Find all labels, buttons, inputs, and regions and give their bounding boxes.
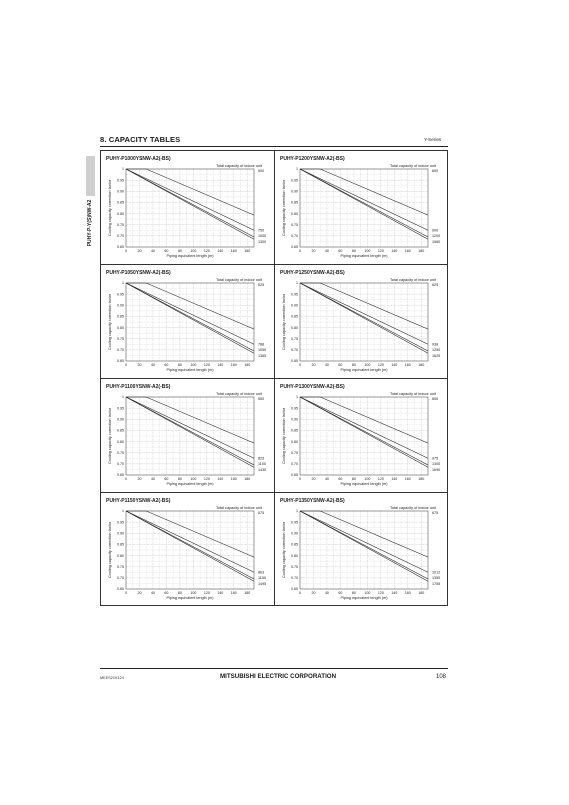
y-tick-label: 0.95 (117, 292, 124, 297)
y-tick-label: 0.70 (117, 234, 124, 239)
x-axis-label: Piping equivalent length (m) (166, 368, 214, 372)
y-tick-label: 0.80 (291, 553, 298, 558)
x-tick-label: 160 (404, 477, 411, 481)
series-label: 1300 (258, 239, 267, 244)
x-tick-label: 180 (244, 477, 251, 481)
y-tick-label: 1 (122, 167, 124, 172)
series-label: 575 (258, 511, 265, 516)
x-tick-label: 180 (418, 249, 425, 253)
legend-title: Total capacity of indoor unit (389, 164, 436, 168)
series-label: 1690 (432, 467, 441, 472)
plot-border (126, 511, 254, 589)
x-tick-label: 60 (164, 249, 169, 253)
grid (300, 397, 428, 475)
y-tick-label: 0.95 (291, 178, 298, 183)
side-tab-marker (86, 156, 95, 196)
series-label: 1300 (432, 462, 441, 467)
series-line (126, 511, 254, 557)
x-tick-label: 40 (324, 477, 329, 481)
x-axis-label: Piping equivalent length (m) (166, 254, 214, 258)
x-axis-label: Piping equivalent length (m) (166, 482, 214, 486)
y-tick-label: 0.85 (291, 542, 298, 547)
y-tick-label: 0.75 (291, 564, 298, 569)
x-tick-label: 160 (404, 249, 411, 253)
y-tick-label: 1 (122, 509, 124, 514)
series-line (300, 283, 428, 344)
x-tick-label: 140 (217, 249, 224, 253)
x-tick-label: 120 (377, 249, 384, 253)
y-tick-label: 0.90 (291, 189, 298, 194)
x-axis-label: Piping equivalent length (m) (340, 254, 388, 258)
x-tick-label: 180 (418, 363, 425, 367)
x-tick-label: 120 (203, 477, 210, 481)
x-tick-label: 100 (190, 477, 197, 481)
y-tick-label: 0.95 (117, 520, 124, 525)
x-tick-label: 60 (338, 591, 343, 595)
series-label: 1560 (432, 239, 441, 244)
y-tick-label: 0.75 (117, 222, 124, 227)
y-tick-label: 0.65 (117, 245, 124, 250)
y-tick-label: 0.85 (291, 200, 298, 205)
y-tick-label: 0.65 (117, 473, 124, 478)
y-tick-label: 1 (296, 167, 298, 172)
x-tick-label: 20 (137, 591, 142, 595)
legend-title: Total capacity of indoor unit (215, 506, 262, 510)
plot-border (300, 397, 428, 475)
grid (126, 283, 254, 361)
y-tick-label: 0.85 (117, 542, 124, 547)
x-tick-label: 80 (351, 477, 356, 481)
y-tick-label: 0.90 (117, 417, 124, 422)
plot-border (126, 283, 254, 361)
series-line (300, 169, 428, 230)
x-tick-label: 100 (364, 363, 371, 367)
y-axis-label: Cooling capacity correction factor (282, 521, 286, 579)
grid (126, 511, 254, 589)
series-line (300, 397, 428, 443)
footer-rule (100, 668, 448, 669)
x-tick-label: 80 (177, 591, 182, 595)
y-tick-label: 0.65 (291, 245, 298, 250)
y-tick-label: 0.65 (291, 359, 298, 364)
x-tick-label: 60 (164, 363, 169, 367)
y-tick-label: 0.90 (117, 531, 124, 536)
series-line (126, 283, 254, 329)
y-tick-label: 0.70 (291, 462, 298, 467)
x-axis-label: Piping equivalent length (m) (340, 368, 388, 372)
chart-panel (274, 150, 448, 264)
x-tick-label: 40 (150, 249, 155, 253)
series-line (126, 511, 254, 581)
y-tick-label: 0.80 (117, 211, 124, 216)
series-line (300, 283, 428, 329)
x-tick-label: 100 (190, 363, 197, 367)
y-tick-label: 0.95 (291, 292, 298, 297)
grid (300, 511, 428, 589)
chart-svg (100, 264, 274, 378)
y-axis-label: Cooling capacity correction factor (108, 407, 112, 465)
y-tick-label: 0.75 (117, 450, 124, 455)
x-tick-label: 60 (338, 249, 343, 253)
series-line (300, 511, 428, 557)
y-tick-label: 0.95 (291, 520, 298, 525)
series-line (300, 511, 428, 572)
x-tick-label: 20 (137, 249, 142, 253)
series-line (126, 169, 254, 230)
x-tick-label: 140 (217, 477, 224, 481)
x-tick-label: 0 (125, 249, 127, 253)
x-tick-label: 120 (377, 591, 384, 595)
chart-title: PUHY-P1050YSNW-A2(-BS) (106, 270, 171, 276)
series-label: 1050 (258, 348, 267, 353)
series-label: 900 (432, 228, 439, 233)
grid (126, 397, 254, 475)
series-line (126, 511, 254, 579)
x-tick-label: 100 (190, 591, 197, 595)
series-line (300, 283, 428, 353)
series-label: 1495 (258, 581, 267, 586)
y-axis-label: Cooling capacity correction factor (282, 407, 286, 465)
x-tick-label: 40 (324, 591, 329, 595)
y-tick-label: 0.85 (117, 200, 124, 205)
y-tick-label: 0.80 (117, 325, 124, 330)
chart-svg (100, 150, 274, 264)
series-line (300, 397, 428, 467)
x-tick-label: 20 (137, 477, 142, 481)
y-tick-label: 0.90 (117, 303, 124, 308)
side-model-label: PUHY-P-Y(S)NW-A2 (87, 199, 93, 247)
x-tick-label: 100 (364, 591, 371, 595)
y-tick-label: 0.75 (291, 336, 298, 341)
x-tick-label: 160 (404, 591, 411, 595)
x-tick-label: 20 (311, 591, 316, 595)
x-tick-label: 80 (351, 249, 356, 253)
x-tick-label: 120 (377, 363, 384, 367)
series-label: 1755 (432, 581, 441, 586)
x-tick-label: 140 (391, 477, 398, 481)
y-tick-label: 0.80 (117, 553, 124, 558)
series-tag: Y-Series (424, 137, 442, 142)
series-label: 600 (432, 169, 439, 174)
series-line (300, 169, 428, 237)
y-tick-label: 0.80 (117, 439, 124, 444)
x-tick-label: 120 (377, 477, 384, 481)
plot-border (300, 169, 428, 247)
series-line (300, 511, 428, 581)
series-label: 1200 (432, 234, 441, 239)
document-code: MEES21K124 (100, 676, 124, 680)
x-tick-label: 40 (150, 591, 155, 595)
x-tick-label: 160 (230, 363, 237, 367)
y-tick-label: 0.90 (291, 303, 298, 308)
chart-svg (100, 492, 274, 606)
x-tick-label: 160 (230, 249, 237, 253)
x-tick-label: 80 (351, 591, 356, 595)
y-tick-label: 0.70 (117, 576, 124, 581)
series-label: 500 (258, 169, 265, 174)
x-tick-label: 60 (164, 591, 169, 595)
x-tick-label: 0 (125, 477, 127, 481)
x-tick-label: 40 (324, 249, 329, 253)
plot-border (300, 511, 428, 589)
plot-border (126, 397, 254, 475)
x-tick-label: 80 (177, 363, 182, 367)
y-tick-label: 0.75 (117, 564, 124, 569)
series-line (126, 283, 254, 353)
series-line (126, 397, 254, 443)
y-tick-label: 0.65 (117, 359, 124, 364)
series-label: 1250 (432, 348, 441, 353)
legend-title: Total capacity of indoor unit (389, 392, 436, 396)
y-tick-label: 0.85 (291, 428, 298, 433)
series-line (300, 283, 428, 351)
x-tick-label: 60 (338, 477, 343, 481)
legend-title: Total capacity of indoor unit (215, 392, 262, 396)
series-line (126, 169, 254, 215)
chart-svg (274, 150, 448, 264)
series-label: 788 (258, 342, 265, 347)
chart-title: PUHY-P1250YSNW-A2(-BS) (280, 270, 345, 276)
y-tick-label: 0.75 (291, 450, 298, 455)
plot-border (126, 169, 254, 247)
x-tick-label: 60 (164, 477, 169, 481)
y-tick-label: 0.95 (291, 406, 298, 411)
y-tick-label: 0.90 (291, 417, 298, 422)
y-tick-label: 0.70 (117, 348, 124, 353)
chart-panel (100, 264, 274, 378)
x-tick-label: 160 (230, 591, 237, 595)
x-tick-label: 140 (391, 363, 398, 367)
x-tick-label: 80 (351, 363, 356, 367)
y-tick-label: 0.85 (291, 314, 298, 319)
y-tick-label: 0.95 (117, 406, 124, 411)
chart-title: PUHY-P1150YSNW-A2(-BS) (106, 498, 171, 504)
chart-title: PUHY-P1300YSNW-A2(-BS) (280, 384, 345, 390)
y-axis-label: Cooling capacity correction factor (108, 179, 112, 237)
series-label: 675 (432, 511, 439, 516)
y-tick-label: 1 (296, 509, 298, 514)
series-label: 550 (258, 397, 265, 402)
x-tick-label: 180 (244, 249, 251, 253)
y-tick-label: 0.75 (291, 222, 298, 227)
plot-border (300, 283, 428, 361)
grid (300, 283, 428, 361)
x-tick-label: 80 (177, 477, 182, 481)
x-tick-label: 0 (299, 363, 301, 367)
x-tick-label: 140 (391, 249, 398, 253)
series-label: 975 (432, 456, 439, 461)
page-number: 108 (436, 674, 447, 680)
x-tick-label: 20 (311, 363, 316, 367)
chart-title: PUHY-P1100YSNW-A2(-BS) (106, 384, 171, 390)
x-tick-label: 40 (324, 363, 329, 367)
grid (300, 169, 428, 247)
series-line (300, 169, 428, 239)
y-tick-label: 0.80 (291, 211, 298, 216)
y-tick-label: 1 (296, 281, 298, 286)
x-tick-label: 120 (203, 591, 210, 595)
chart-svg (100, 378, 274, 492)
series-label: 750 (258, 228, 265, 233)
y-tick-label: 0.90 (291, 531, 298, 536)
series-line (126, 397, 254, 458)
series-line (300, 397, 428, 465)
x-tick-label: 0 (125, 363, 127, 367)
y-tick-label: 0.65 (117, 587, 124, 592)
series-line (126, 283, 254, 351)
chart-panel (274, 264, 448, 378)
series-line (300, 397, 428, 458)
legend-title: Total capacity of indoor unit (389, 278, 436, 282)
y-tick-label: 0.70 (291, 234, 298, 239)
series-line (126, 283, 254, 344)
chart-svg (274, 492, 448, 606)
y-axis-label: Cooling capacity correction factor (282, 179, 286, 237)
y-tick-label: 0.80 (291, 439, 298, 444)
chart-panel (274, 492, 448, 606)
y-tick-label: 1 (122, 395, 124, 400)
y-tick-label: 0.70 (291, 348, 298, 353)
x-tick-label: 20 (311, 477, 316, 481)
x-tick-label: 180 (418, 591, 425, 595)
x-tick-label: 80 (177, 249, 182, 253)
y-tick-label: 1 (296, 395, 298, 400)
chart-title: PUHY-P1000YSNW-A2(-BS) (106, 156, 171, 162)
series-label: 1430 (258, 467, 267, 472)
chart-svg (274, 264, 448, 378)
x-tick-label: 180 (418, 477, 425, 481)
series-label: 1365 (258, 353, 267, 358)
chart-title: PUHY-P1200YSNW-A2(-BS) (280, 156, 345, 162)
y-tick-label: 0.85 (117, 428, 124, 433)
y-axis-label: Cooling capacity correction factor (282, 293, 286, 351)
series-label: 625 (432, 283, 439, 288)
y-axis-label: Cooling capacity correction factor (108, 521, 112, 579)
series-label: 825 (258, 456, 265, 461)
x-tick-label: 0 (299, 477, 301, 481)
series-line (126, 511, 254, 572)
x-tick-label: 180 (244, 363, 251, 367)
chart-panel (100, 378, 274, 492)
x-axis-label: Piping equivalent length (m) (166, 596, 214, 600)
series-line (126, 397, 254, 465)
legend-title: Total capacity of indoor unit (215, 164, 262, 168)
x-tick-label: 20 (137, 363, 142, 367)
x-tick-label: 0 (299, 591, 301, 595)
y-tick-label: 0.80 (291, 325, 298, 330)
series-label: 525 (258, 283, 265, 288)
series-label: 1012 (432, 570, 441, 575)
y-tick-label: 0.85 (117, 314, 124, 319)
x-tick-label: 100 (364, 249, 371, 253)
x-tick-label: 60 (338, 363, 343, 367)
grid (126, 169, 254, 247)
chart-title: PUHY-P1350YSNW-A2(-BS) (280, 498, 345, 504)
series-label: 1150 (258, 576, 266, 581)
series-line (126, 397, 254, 467)
series-label: 650 (432, 397, 439, 402)
legend-title: Total capacity of indoor unit (389, 506, 436, 510)
x-tick-label: 120 (203, 249, 210, 253)
y-tick-label: 0.90 (117, 189, 124, 194)
x-tick-label: 0 (299, 249, 301, 253)
series-label: 938 (432, 342, 439, 347)
series-line (126, 169, 254, 237)
x-tick-label: 140 (391, 591, 398, 595)
x-tick-label: 160 (230, 477, 237, 481)
x-axis-label: Piping equivalent length (m) (340, 482, 388, 486)
y-tick-label: 0.65 (291, 473, 298, 478)
y-tick-label: 0.70 (117, 462, 124, 467)
x-tick-label: 40 (150, 363, 155, 367)
series-label: 863 (258, 570, 265, 575)
section-title: 8. CAPACITY TABLES (100, 135, 181, 144)
chart-svg (274, 378, 448, 492)
x-tick-label: 20 (311, 249, 316, 253)
chart-panel (100, 492, 274, 606)
y-axis-label: Cooling capacity correction factor (108, 293, 112, 351)
x-tick-label: 140 (217, 591, 224, 595)
legend-title: Total capacity of indoor unit (215, 278, 262, 282)
series-line (300, 511, 428, 579)
x-tick-label: 40 (150, 477, 155, 481)
series-label: 1350 (432, 576, 441, 581)
series-label: 1100 (258, 462, 266, 467)
series-label: 1625 (432, 353, 441, 358)
y-tick-label: 0.70 (291, 576, 298, 581)
x-axis-label: Piping equivalent length (m) (340, 596, 388, 600)
brand-name: MITSUBISHI ELECTRIC CORPORATION (220, 673, 337, 680)
x-tick-label: 100 (190, 249, 197, 253)
series-line (126, 169, 254, 239)
x-tick-label: 0 (125, 591, 127, 595)
x-tick-label: 100 (364, 477, 371, 481)
x-tick-label: 120 (203, 363, 210, 367)
y-tick-label: 0.65 (291, 587, 298, 592)
y-tick-label: 0.95 (117, 178, 124, 183)
x-tick-label: 180 (244, 591, 251, 595)
header-rule (100, 146, 448, 147)
chart-panel (100, 150, 274, 264)
y-tick-label: 0.75 (117, 336, 124, 341)
chart-panel (274, 378, 448, 492)
series-line (300, 169, 428, 215)
y-tick-label: 1 (122, 281, 124, 286)
series-label: 1000 (258, 234, 267, 239)
x-tick-label: 160 (404, 363, 411, 367)
x-tick-label: 140 (217, 363, 224, 367)
